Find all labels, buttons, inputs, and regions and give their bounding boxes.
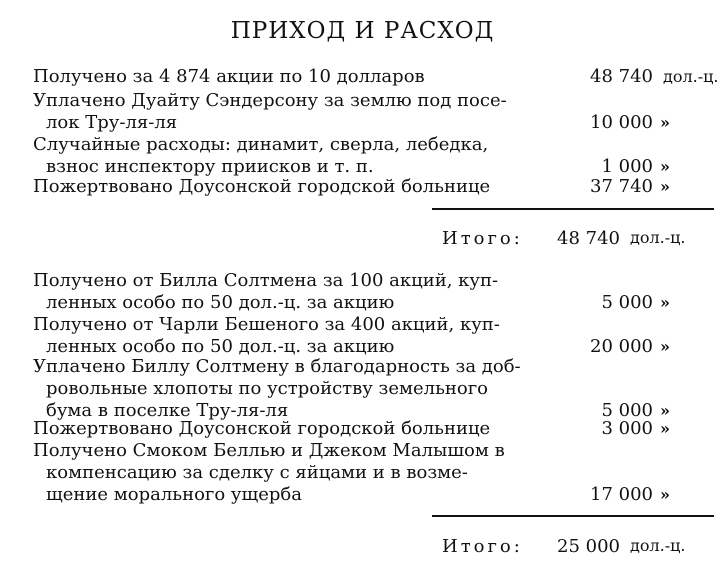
total-unit: дол.-ц. [630,536,686,555]
total-label: Итого: [442,228,523,249]
row-line: Получено за 4 874 акции по 10 долларов [33,66,425,87]
row-unit: » [660,337,670,356]
row-amount: 20 000 [590,336,653,357]
row-unit: » [660,401,670,420]
page-title: ПРИХОД И РАСХОД [230,18,495,44]
row-line: Пожертвовано Доусонской городской больнице [33,418,491,439]
total-amount: 48 740 [557,228,620,249]
row-amount: 3 000 [601,418,653,439]
total-unit: дол.-ц. [630,228,686,247]
row-line: компенсацию за сделку с яйцами и в возме- [46,462,468,483]
row-unit: » [660,419,670,438]
row-amount: 5 000 [601,292,653,313]
row-line: ровольные хлопоты по устройству земельного [46,378,489,399]
row-line: взнос инспектору приисков и т. п. [46,156,374,177]
row-description [33,418,543,440]
row-unit: » [660,157,670,176]
row-line: Уплачено Биллу Солтмену в благодарность за доб- [33,356,521,377]
row-description [33,356,543,422]
row-description [33,90,543,134]
row-amount: 17 000 [590,484,653,505]
row-unit: » [660,113,670,132]
row-description [33,440,543,506]
row-line: Получено Смоком Беллью и Джеком Малышом в [33,440,505,461]
row-line: Получено от Билла Солтмена за 100 акций, куп- [33,270,499,291]
row-description [33,176,543,198]
row-description [33,314,543,358]
total-amount: 25 000 [557,536,620,557]
row-line: Получено от Чарли Бешеного за 400 акций, куп- [33,314,500,335]
row-description [33,134,543,178]
row-amount: 5 000 [601,400,653,421]
row-description [33,66,543,88]
row-line: щение морального ущерба [46,484,302,505]
row-line: Уплачено Дуайту Сэндерсону за землю под посе- [33,90,507,111]
row-line: ленных особо по 50 дол.-ц. за акцию [46,292,395,313]
row-line: бума в поселке Тру-ля-ля [46,400,289,421]
total-divider [432,208,714,210]
total-divider [432,515,714,517]
row-line: лок Тру-ля-ля [46,112,178,133]
row-amount: 48 740 [590,66,653,87]
row-amount: 37 740 [590,176,653,197]
row-unit: » [660,177,670,196]
row-amount: 10 000 [590,112,653,133]
total-label: Итого: [442,536,523,557]
row-unit: » [660,485,670,504]
row-line: ленных особо по 50 дол.-ц. за акцию [46,336,395,357]
row-amount: 1 000 [601,156,653,177]
row-unit: » [660,293,670,312]
row-line: Случайные расходы: динамит, сверла, лебедка, [33,134,489,155]
row-unit: дол.-ц. [663,67,719,86]
row-line: Пожертвовано Доусонской городской больнице [33,176,491,197]
row-description [33,270,543,314]
